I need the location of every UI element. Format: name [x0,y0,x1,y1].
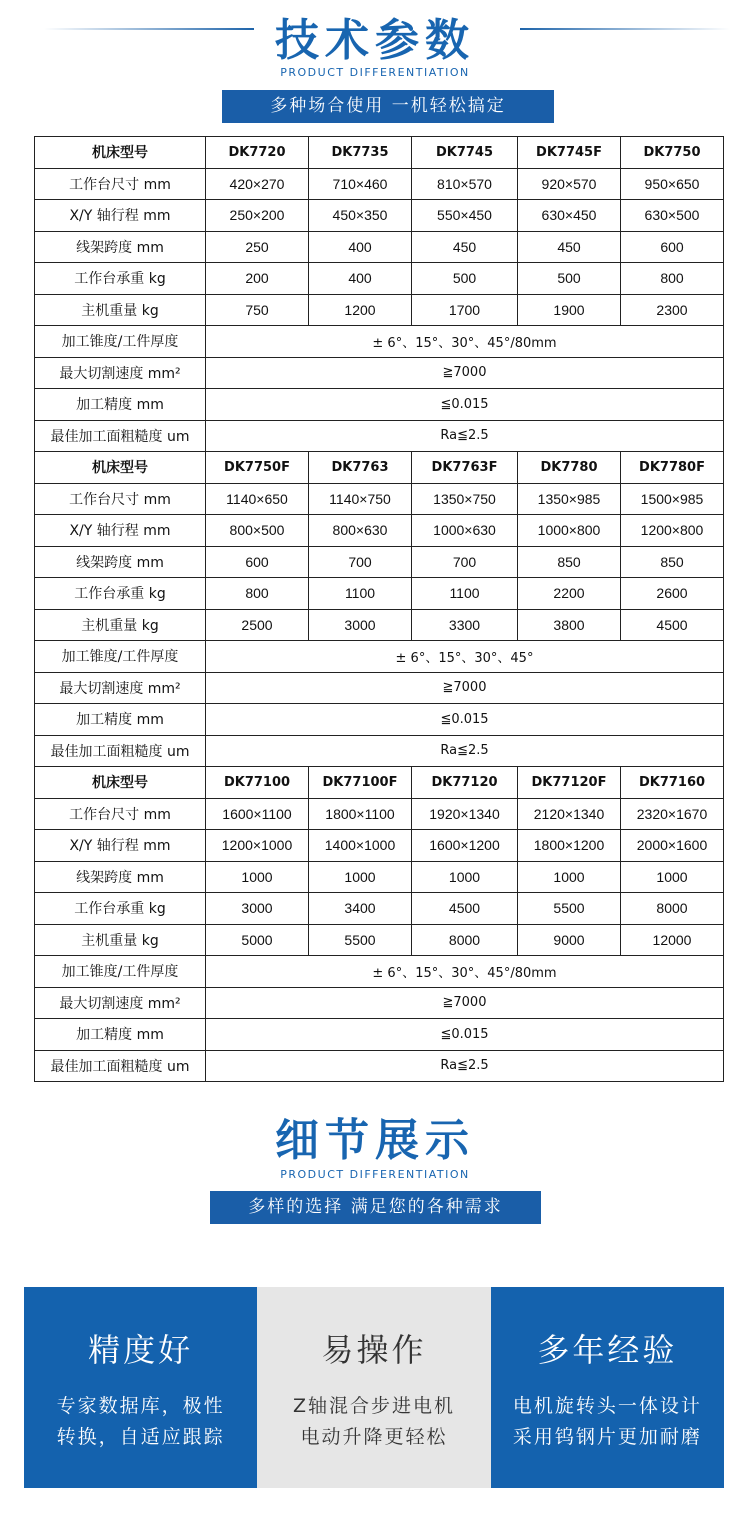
value-cell: 1000 [412,861,518,893]
card-line: 电机旋转头一体设计 [512,1395,702,1417]
shared-value-cell: Ra≦2.5 [206,420,724,452]
card-title: 易操作 [321,1331,427,1369]
value-cell: 1350×985 [518,483,621,515]
model-header-row [35,767,724,799]
value-cell: 800×630 [309,515,412,547]
value-cell: 1700 [412,294,518,326]
card-line: 转换，自适应跟踪 [56,1426,225,1448]
value-cell: 12000 [621,924,724,956]
row-label: 最大切割速度 mm² [35,672,206,704]
value-cell: 1400×1000 [309,830,412,862]
model-name-cell: DK7780F [621,452,724,484]
value-cell: 2500 [206,609,309,641]
table-row [35,987,724,1019]
value-cell: 1600×1200 [412,830,518,862]
row-label: X/Y 轴行程 mm [35,830,206,862]
model-name-cell: DK77120 [412,767,518,799]
table-row [35,294,724,326]
value-cell: 800 [206,578,309,610]
value-cell: 450 [518,231,621,263]
row-label: 工作台尺寸 mm [35,168,206,200]
row-label: 最佳加工面粗糙度 um [35,420,206,452]
table-row [35,861,724,893]
table-row [35,704,724,736]
value-cell: 1900 [518,294,621,326]
value-cell: 3300 [412,609,518,641]
table-row [35,641,724,673]
table-row [35,515,724,547]
value-cell: 600 [621,231,724,263]
model-name-cell: DK77100F [309,767,412,799]
feature-card-experience [491,1287,724,1488]
table-row [35,546,724,578]
card-title: 多年经验 [537,1331,678,1369]
value-cell: 1000 [518,861,621,893]
model-name-cell: DK7750F [206,452,309,484]
model-header-row [35,137,724,169]
value-cell: 750 [206,294,309,326]
value-cell: 630×450 [518,200,621,232]
value-cell: 450 [412,231,518,263]
value-cell: 1800×1100 [309,798,412,830]
shared-value-cell: ≧7000 [206,987,724,1019]
value-cell: 5500 [518,893,621,925]
value-cell: 1140×650 [206,483,309,515]
value-cell: 630×500 [621,200,724,232]
table-row [35,735,724,767]
row-label: 工作台承重 kg [35,893,206,925]
table-row [35,326,724,358]
value-cell: 1200×1000 [206,830,309,862]
feature-cards [24,1287,724,1488]
value-cell: 800 [621,263,724,295]
table-row [35,420,724,452]
card-line: Z轴混合步进电机 [292,1395,455,1417]
table-row [35,956,724,988]
value-cell: 400 [309,231,412,263]
card-title: 精度好 [88,1331,194,1369]
table-row [35,263,724,295]
model-name-cell: DK7750 [621,137,724,169]
table-row [35,1019,724,1051]
table-row [35,830,724,862]
table-row [35,483,724,515]
row-label: 主机重量 kg [35,609,206,641]
section2-subtitle: PRODUCT DIFFERENTIATION [280,1168,470,1181]
value-cell: 4500 [621,609,724,641]
value-cell: 250 [206,231,309,263]
table-row [35,389,724,421]
value-cell: 8000 [412,924,518,956]
table-row [35,1050,724,1082]
value-cell: 3800 [518,609,621,641]
value-cell: 1800×1200 [518,830,621,862]
shared-value-cell: ≧7000 [206,672,724,704]
row-label: 机床型号 [35,452,206,484]
value-cell: 2200 [518,578,621,610]
card-line: 电动升降更轻松 [300,1426,448,1448]
value-cell: 4500 [412,893,518,925]
row-label: 主机重量 kg [35,924,206,956]
value-cell: 800×500 [206,515,309,547]
value-cell: 1000×630 [412,515,518,547]
spec-table [34,136,724,1082]
value-cell: 3000 [206,893,309,925]
shared-value-cell: Ra≦2.5 [206,735,724,767]
row-label: 最大切割速度 mm² [35,357,206,389]
value-cell: 1200×800 [621,515,724,547]
row-label: 机床型号 [35,137,206,169]
card-line: 专家数据库，极性 [56,1395,225,1417]
row-label: 最大切割速度 mm² [35,987,206,1019]
row-label: 机床型号 [35,767,206,799]
row-label: 最佳加工面粗糙度 um [35,735,206,767]
value-cell: 710×460 [309,168,412,200]
table-row [35,893,724,925]
value-cell: 600 [206,546,309,578]
value-cell: 1000 [621,861,724,893]
row-label: 工作台承重 kg [35,578,206,610]
shared-value-cell: ± 6°、15°、30°、45°/80mm [206,956,724,988]
value-cell: 1000 [206,861,309,893]
row-label: 工作台尺寸 mm [35,798,206,830]
value-cell: 1140×750 [309,483,412,515]
value-cell: 1100 [309,578,412,610]
value-cell: 3000 [309,609,412,641]
value-cell: 1500×985 [621,483,724,515]
model-header-row [35,452,724,484]
model-name-cell: DK7735 [309,137,412,169]
value-cell: 920×570 [518,168,621,200]
section1-subtitle: PRODUCT DIFFERENTIATION [280,66,470,79]
row-label: 加工锥度/工件厚度 [35,641,206,673]
row-label: 最佳加工面粗糙度 um [35,1050,206,1082]
value-cell: 5500 [309,924,412,956]
model-name-cell: DK77160 [621,767,724,799]
section2-title: 细节展示 [275,1115,475,1166]
shared-value-cell: Ra≦2.5 [206,1050,724,1082]
value-cell: 1600×1100 [206,798,309,830]
row-label: 线架跨度 mm [35,546,206,578]
value-cell: 2300 [621,294,724,326]
model-name-cell: DK7745 [412,137,518,169]
table-row [35,357,724,389]
table-row [35,168,724,200]
value-cell: 850 [621,546,724,578]
value-cell: 2120×1340 [518,798,621,830]
model-name-cell: DK7745F [518,137,621,169]
value-cell: 1920×1340 [412,798,518,830]
row-label: 工作台承重 kg [35,263,206,295]
row-label: 主机重量 kg [35,294,206,326]
value-cell: 1000 [309,861,412,893]
row-label: 线架跨度 mm [35,231,206,263]
value-cell: 2600 [621,578,724,610]
value-cell: 810×570 [412,168,518,200]
value-cell: 200 [206,263,309,295]
model-name-cell: DK7780 [518,452,621,484]
row-label: X/Y 轴行程 mm [35,515,206,547]
value-cell: 1000×800 [518,515,621,547]
value-cell: 2000×1600 [621,830,724,862]
shared-value-cell: ± 6°、15°、30°、45° [206,641,724,673]
model-name-cell: DK77120F [518,767,621,799]
value-cell: 500 [412,263,518,295]
value-cell: 3400 [309,893,412,925]
shared-value-cell: ≦0.015 [206,389,724,421]
value-cell: 700 [309,546,412,578]
row-label: 加工精度 mm [35,1019,206,1051]
value-cell: 2320×1670 [621,798,724,830]
value-cell: 550×450 [412,200,518,232]
row-label: X/Y 轴行程 mm [35,200,206,232]
feature-card-precision [24,1287,257,1488]
row-label: 加工精度 mm [35,704,206,736]
table-row [35,672,724,704]
row-label: 线架跨度 mm [35,861,206,893]
value-cell: 1200 [309,294,412,326]
value-cell: 450×350 [309,200,412,232]
value-cell: 500 [518,263,621,295]
table-row [35,609,724,641]
table-row [35,798,724,830]
table-row [35,231,724,263]
row-label: 加工锥度/工件厚度 [35,326,206,358]
model-name-cell: DK77100 [206,767,309,799]
feature-card-easy-operation [257,1287,490,1488]
value-cell: 1350×750 [412,483,518,515]
shared-value-cell: ≦0.015 [206,1019,724,1051]
value-cell: 8000 [621,893,724,925]
table-row [35,924,724,956]
table-row [35,200,724,232]
value-cell: 700 [412,546,518,578]
value-cell: 950×650 [621,168,724,200]
value-cell: 420×270 [206,168,309,200]
row-label: 工作台尺寸 mm [35,483,206,515]
shared-value-cell: ≧7000 [206,357,724,389]
model-name-cell: DK7720 [206,137,309,169]
shared-value-cell: ± 6°、15°、30°、45°/80mm [206,326,724,358]
row-label: 加工精度 mm [35,389,206,421]
model-name-cell: DK7763F [412,452,518,484]
value-cell: 5000 [206,924,309,956]
value-cell: 250×200 [206,200,309,232]
section1-banner: 多种场合使用 一机轻松搞定 [222,90,554,123]
row-label: 加工锥度/工件厚度 [35,956,206,988]
model-name-cell: DK7763 [309,452,412,484]
table-row [35,578,724,610]
section1-title: 技术参数 [275,15,475,66]
value-cell: 9000 [518,924,621,956]
section2-banner: 多样的选择 满足您的各种需求 [210,1191,541,1224]
value-cell: 850 [518,546,621,578]
value-cell: 400 [309,263,412,295]
shared-value-cell: ≦0.015 [206,704,724,736]
value-cell: 1100 [412,578,518,610]
card-line: 采用钨钢片更加耐磨 [512,1426,702,1448]
